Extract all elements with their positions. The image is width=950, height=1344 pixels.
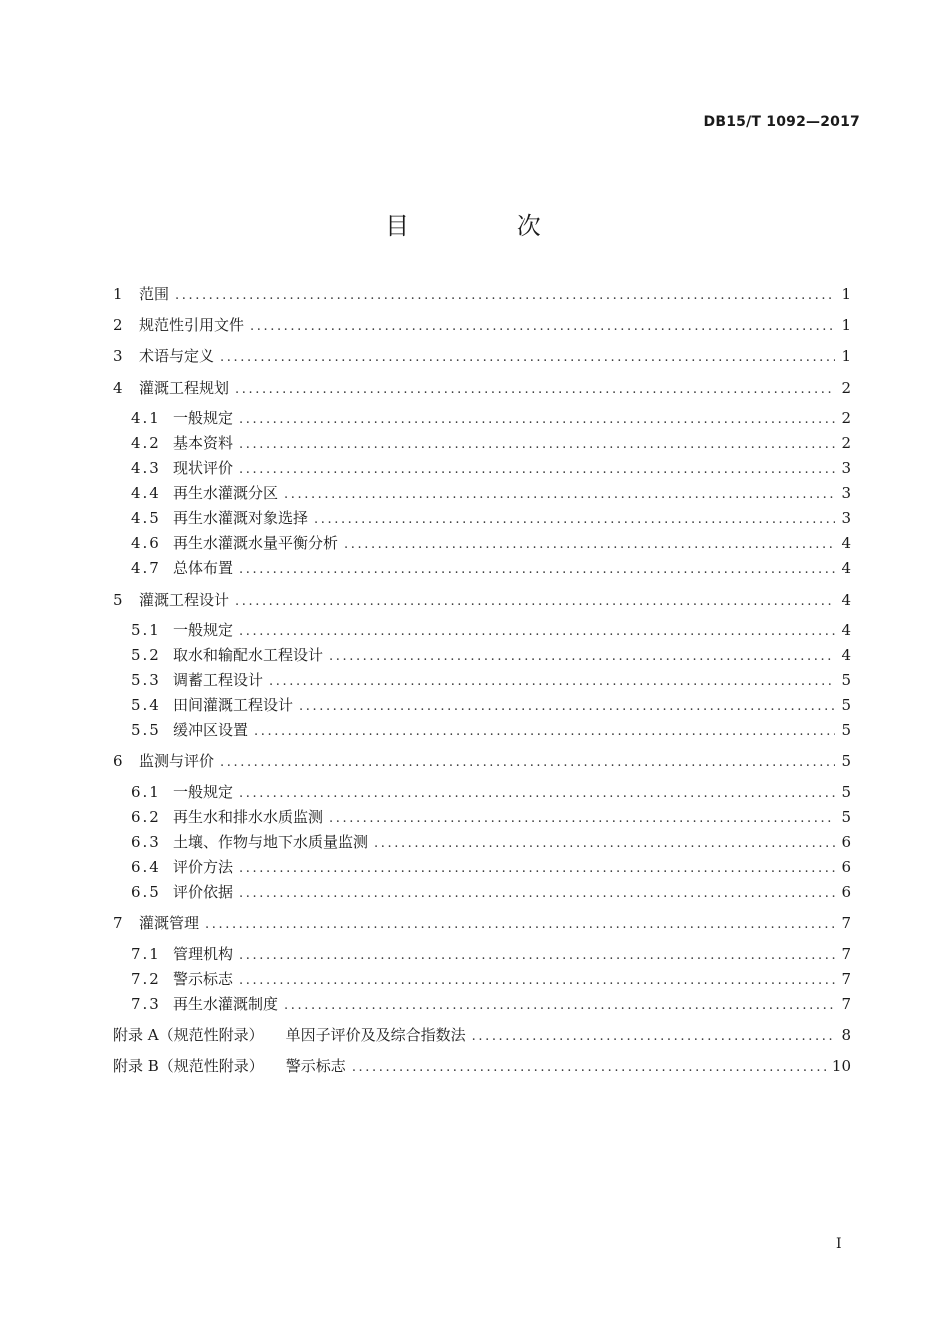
toc-entry[interactable]	[113, 284, 851, 306]
toc-entry-page: 5	[841, 783, 851, 801]
toc-entry-number: 5.2	[131, 646, 161, 664]
toc-dot-leader	[239, 435, 835, 455]
toc-dot-leader	[239, 622, 835, 642]
toc-entry-number: 4	[113, 379, 123, 397]
toc-dot-leader	[250, 317, 835, 337]
toc-entry-page: 1	[841, 285, 851, 303]
toc-entry-page: 6	[841, 858, 851, 876]
toc-entry-page: 7	[841, 945, 851, 963]
toc-entry-page: 4	[841, 559, 851, 577]
toc-entry-title: 评价方法	[173, 858, 234, 876]
toc-entry[interactable]	[131, 944, 851, 966]
toc-entry-page: 6	[841, 883, 851, 901]
toc-entry-number: 4.6	[131, 534, 161, 552]
page-title: 目 次	[385, 212, 591, 240]
toc-dot-leader	[239, 784, 835, 804]
toc-entry[interactable]	[131, 408, 851, 430]
toc-entry[interactable]	[131, 969, 851, 991]
toc-entry-title: 基本资料	[173, 434, 234, 452]
toc-entry[interactable]	[113, 913, 851, 935]
toc-entry-number: 5.3	[131, 671, 161, 689]
toc-entry[interactable]	[131, 782, 851, 804]
toc-entry-page: 4	[841, 646, 851, 664]
toc-entry-number: 附录 B（规范性附录）	[113, 1057, 264, 1075]
toc-entry-title: 再生水和排水水质监测	[173, 808, 324, 826]
toc-entry[interactable]	[131, 508, 851, 530]
toc-entry-page: 4	[841, 534, 851, 552]
toc-entry-page: 2	[841, 409, 851, 427]
toc-entry-title: 监测与评价	[139, 752, 215, 770]
toc-entry-title: 术语与定义	[139, 347, 215, 365]
toc-entry-page: 5	[841, 696, 851, 714]
toc-entry-page: 6	[841, 833, 851, 851]
toc-dot-leader	[352, 1058, 826, 1078]
toc-dot-leader	[239, 971, 835, 991]
toc-dot-leader	[220, 753, 835, 773]
toc-entry[interactable]	[113, 590, 851, 612]
toc-entry-number: 4.1	[131, 409, 161, 427]
toc-entry-page: 1	[841, 316, 851, 334]
toc-entry[interactable]	[131, 645, 851, 667]
toc-entry-number: 6.4	[131, 858, 161, 876]
toc-entry-title: 单因子评价及及综合指数法	[285, 1026, 466, 1044]
toc-entry-title: 一般规定	[173, 621, 234, 639]
toc-entry-number: 4.4	[131, 484, 161, 502]
toc-dot-leader	[284, 996, 835, 1016]
toc-entry-title: 管理机构	[173, 945, 234, 963]
toc-entry-page: 1	[841, 347, 851, 365]
toc-entry-number: 6.3	[131, 833, 161, 851]
toc-appendix-entry[interactable]	[113, 1056, 851, 1078]
toc-entry-page: 4	[841, 591, 851, 609]
toc-entry[interactable]	[131, 433, 851, 455]
toc-dot-leader	[235, 592, 835, 612]
toc-entry-title: 灌溉工程设计	[139, 591, 230, 609]
toc-entry-number: 3	[113, 347, 123, 365]
toc-entry-number: 2	[113, 316, 123, 334]
toc-appendix-entry[interactable]	[113, 1025, 851, 1047]
toc-entry-title: 灌溉管理	[139, 914, 200, 932]
toc-entry[interactable]	[131, 994, 851, 1016]
toc-entry-page: 5	[841, 808, 851, 826]
toc-entry-title: 再生水灌溉分区	[173, 484, 279, 502]
toc-entry[interactable]	[131, 807, 851, 829]
toc-dot-leader	[269, 672, 835, 692]
toc-entry-title: 缓冲区设置	[173, 721, 249, 739]
toc-dot-leader	[239, 884, 835, 904]
page-number: I	[836, 1236, 842, 1252]
toc-entry-number: 4.3	[131, 459, 161, 477]
toc-entry-title: 范围	[139, 285, 170, 303]
toc-entry-number: 附录 A（规范性附录）	[113, 1026, 264, 1044]
toc-entry-number: 7.1	[131, 945, 161, 963]
toc-entry-title: 总体布置	[173, 559, 234, 577]
toc-entry-page: 2	[841, 379, 851, 397]
toc-dot-leader	[344, 535, 835, 555]
toc-entry[interactable]	[131, 620, 851, 642]
toc-entry-page: 2	[841, 434, 851, 452]
toc-dot-leader	[299, 697, 835, 717]
toc-entry-number: 5	[113, 591, 123, 609]
toc-entry-title: 田间灌溉工程设计	[173, 696, 294, 714]
toc-entry-page: 10	[831, 1057, 851, 1075]
toc-entry-title: 警示标志	[173, 970, 234, 988]
toc-dot-leader	[284, 485, 835, 505]
toc-entry[interactable]	[113, 378, 851, 400]
toc-entry-title: 土壤、作物与地下水质量监测	[173, 833, 369, 851]
toc-entry-number: 7	[113, 914, 123, 932]
toc-entry-page: 8	[841, 1026, 851, 1044]
toc-dot-leader	[329, 647, 835, 667]
toc-dot-leader	[239, 410, 835, 430]
toc-entry[interactable]	[131, 832, 851, 854]
toc-entry[interactable]	[131, 533, 851, 555]
toc-dot-leader	[472, 1027, 835, 1047]
toc-dot-leader	[205, 915, 835, 935]
toc-entry-number: 5.5	[131, 721, 161, 739]
toc-entry-title: 再生水灌溉水量平衡分析	[173, 534, 339, 552]
toc-entry[interactable]	[131, 458, 851, 480]
toc-dot-leader	[254, 722, 835, 742]
toc-entry-page: 7	[841, 995, 851, 1013]
toc-dot-leader	[235, 380, 835, 400]
toc-entry[interactable]	[113, 315, 851, 337]
toc-dot-leader	[175, 286, 835, 306]
toc-dot-leader	[239, 460, 835, 480]
toc-entry-number: 6.1	[131, 783, 161, 801]
toc-dot-leader	[314, 510, 835, 530]
toc-entry-page: 7	[841, 970, 851, 988]
toc-entry[interactable]	[113, 346, 851, 368]
toc-entry-title: 取水和输配水工程设计	[173, 646, 324, 664]
toc-entry-number: 5.4	[131, 696, 161, 714]
toc-entry-page: 5	[841, 721, 851, 739]
toc-entry-page: 5	[841, 752, 851, 770]
toc-entry-page: 3	[841, 484, 851, 502]
toc-dot-leader	[220, 348, 835, 368]
toc-entry[interactable]	[131, 670, 851, 692]
toc-entry-number: 4.7	[131, 559, 161, 577]
toc-entry[interactable]	[131, 483, 851, 505]
toc-dot-leader	[239, 946, 835, 966]
toc-entry[interactable]	[131, 857, 851, 879]
toc-entry-title: 调蓄工程设计	[173, 671, 264, 689]
toc-entry-title: 一般规定	[173, 783, 234, 801]
toc-dot-leader	[374, 834, 835, 854]
toc-entry-number: 7.2	[131, 970, 161, 988]
toc-dot-leader	[329, 809, 835, 829]
toc-entry-number: 4.2	[131, 434, 161, 452]
toc-entry-title: 警示标志	[285, 1057, 346, 1075]
toc-entry[interactable]	[131, 558, 851, 580]
toc-entry-title: 一般规定	[173, 409, 234, 427]
toc-entry-title: 规范性引用文件	[139, 316, 245, 334]
toc-dot-leader	[239, 859, 835, 879]
toc-dot-leader	[239, 560, 835, 580]
toc-entry-title: 评价依据	[173, 883, 234, 901]
toc-entry-page: 3	[841, 459, 851, 477]
toc-entry-page: 5	[841, 671, 851, 689]
toc-entry-page: 3	[841, 509, 851, 527]
toc-entry[interactable]	[131, 695, 851, 717]
toc-entry-number: 4.5	[131, 509, 161, 527]
toc-entry-number: 6.2	[131, 808, 161, 826]
toc-entry-number: 1	[113, 285, 123, 303]
toc-entry[interactable]	[131, 720, 851, 742]
toc-entry-title: 再生水灌溉制度	[173, 995, 279, 1013]
toc-entry-title: 再生水灌溉对象选择	[173, 509, 309, 527]
toc-entry-number: 7.3	[131, 995, 161, 1013]
toc-entry-page: 7	[841, 914, 851, 932]
toc-entry-number: 6.5	[131, 883, 161, 901]
toc-entry-number: 6	[113, 752, 123, 770]
toc-entry[interactable]	[113, 751, 851, 773]
toc-entry[interactable]	[131, 882, 851, 904]
toc-entry-page: 4	[841, 621, 851, 639]
toc-entry-title: 灌溉工程规划	[139, 379, 230, 397]
standard-code: DB15/T 1092—2017	[703, 114, 860, 130]
toc-entry-number: 5.1	[131, 621, 161, 639]
toc-entry-title: 现状评价	[173, 459, 234, 477]
